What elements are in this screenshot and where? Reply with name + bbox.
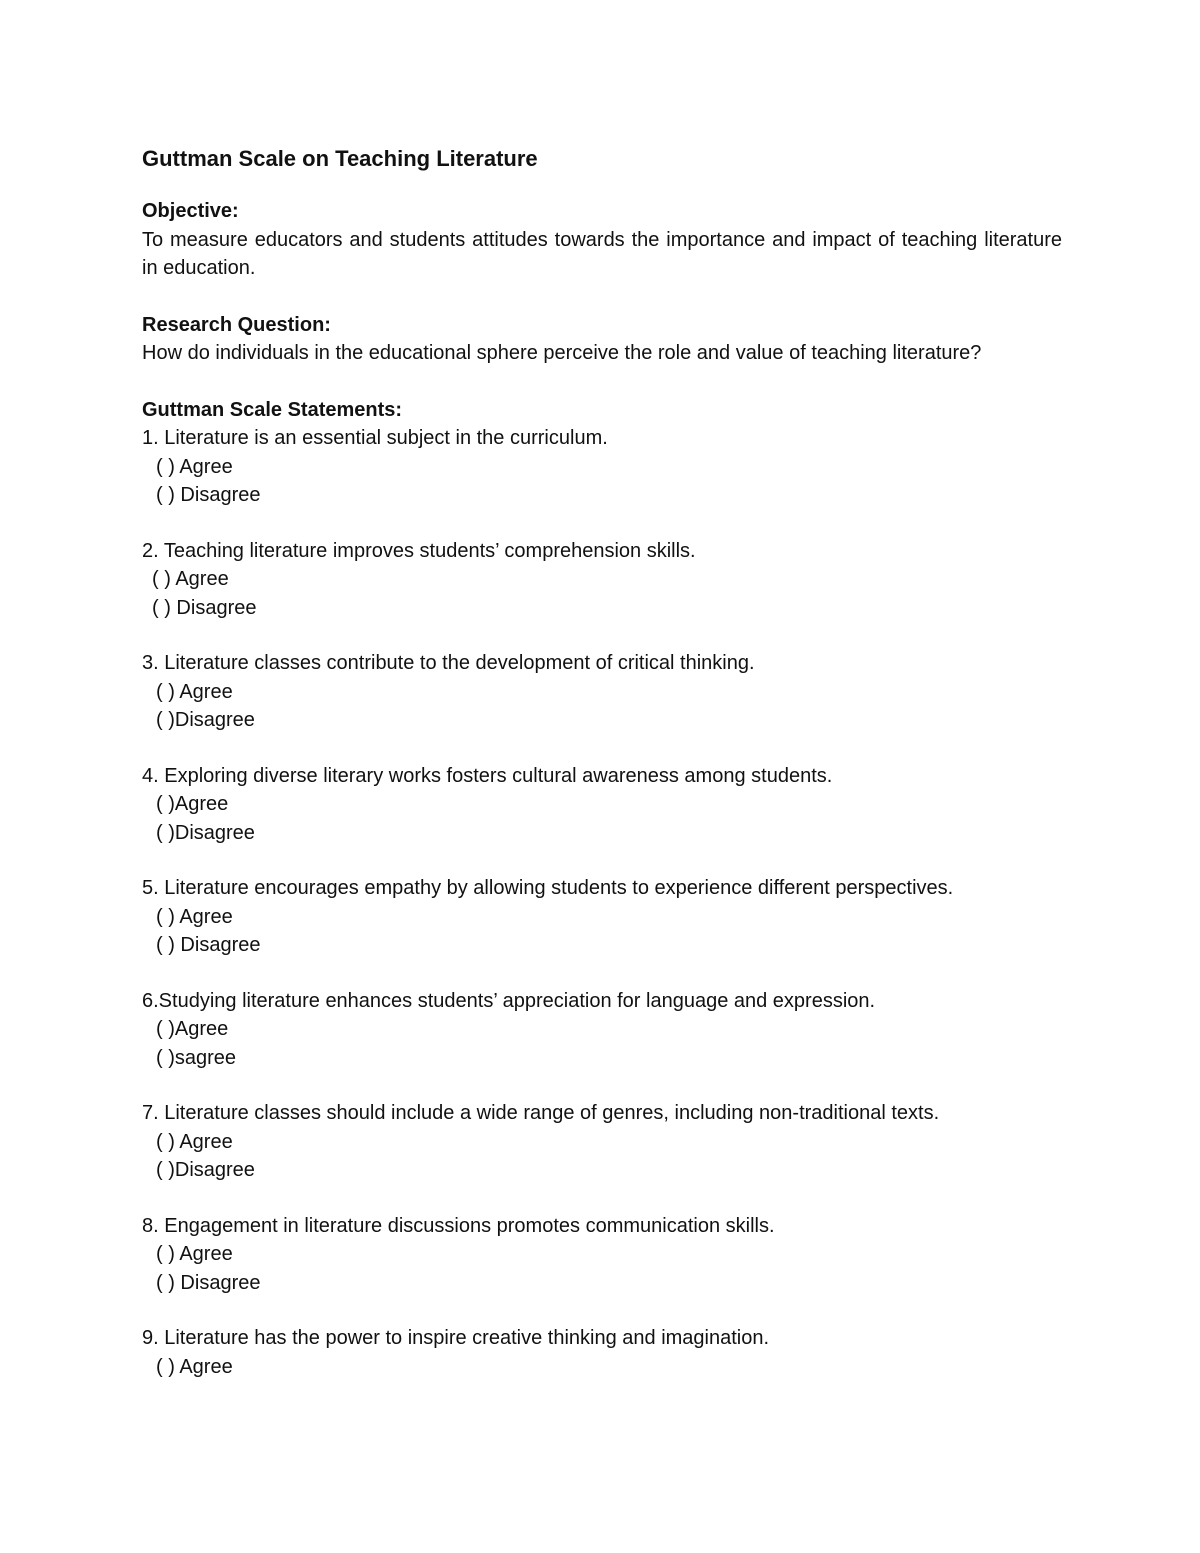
option-agree[interactable]: ( )Agree <box>156 1018 229 1040</box>
option-agree[interactable]: ( ) Agree <box>152 568 229 590</box>
option-agree[interactable]: ( ) Agree <box>156 1130 233 1153</box>
option-disagree[interactable]: ( ) Disagree <box>156 484 261 506</box>
option-disagree[interactable]: ( ) Disagree <box>156 934 261 956</box>
statement-item-8 <box>142 1212 1062 1298</box>
statement-item-3 <box>142 649 1062 735</box>
option-agree[interactable]: ( )Agree <box>156 793 229 815</box>
statement-text: 6.Studying literature enhances students’ appreciation for language and expression. <box>142 989 876 1012</box>
option-disagree[interactable]: ( ) Disagree <box>152 596 257 619</box>
objective-label: Objective: <box>142 200 239 222</box>
statements-section <box>142 396 1062 1382</box>
option-agree[interactable]: ( ) Agree <box>156 1355 233 1378</box>
statement-text: 4. Exploring diverse literary works fosters cultural awareness among students. <box>142 764 833 787</box>
option-agree[interactable]: ( ) Agree <box>156 905 233 928</box>
research-question-text: How do individuals in the educational sphere perceive the role and value of teaching literature? <box>142 342 982 364</box>
objective-text: To measure educators and students attitudes towards the importance and impact of teaching literature in education. <box>142 228 1062 279</box>
statement-item-5 <box>142 874 1062 960</box>
statement-item-1 <box>142 424 1062 510</box>
option-disagree[interactable]: ( )Disagree <box>156 709 255 731</box>
statement-item-6 <box>142 987 1062 1073</box>
option-disagree[interactable]: ( )Disagree <box>156 821 255 844</box>
statement-item-4 <box>142 762 1062 848</box>
statement-text: 8. Engagement in literature discussions promotes communication skills. <box>142 1214 775 1237</box>
research-question-label: Research Question: <box>142 313 331 336</box>
option-agree[interactable]: ( ) Agree <box>156 1243 233 1265</box>
statement-item-9 <box>142 1324 1062 1381</box>
statement-text: 1. Literature is an essential subject in the curriculum. <box>142 427 608 449</box>
statement-text: 2. Teaching literature improves students’ comprehension skills. <box>142 539 696 562</box>
statements-label: Guttman Scale Statements: <box>142 398 403 421</box>
option-disagree[interactable]: ( )Disagree <box>156 1159 255 1181</box>
research-question-section <box>142 311 1062 368</box>
statement-text: 3. Literature classes contribute to the development of critical thinking. <box>142 652 755 674</box>
objective-section <box>142 197 1062 283</box>
option-agree[interactable]: ( ) Agree <box>156 680 233 703</box>
statement-text: 5. Literature encourages empathy by allowing students to experience different perspectives. <box>142 877 954 899</box>
statement-item-2 <box>142 537 1062 623</box>
document-title: Guttman Scale on Teaching Literature <box>142 146 538 171</box>
statement-text: 7. Literature classes should include a wide range of genres, including non-traditional texts. <box>142 1102 940 1124</box>
option-disagree[interactable]: ( ) Disagree <box>156 1271 261 1294</box>
option-agree[interactable]: ( ) Agree <box>156 455 233 478</box>
statement-text: 9. Literature has the power to inspire creative thinking and imagination. <box>142 1327 770 1349</box>
statement-item-7 <box>142 1099 1062 1185</box>
option-disagree[interactable]: ( )sagree <box>156 1046 237 1069</box>
document-content <box>142 143 1062 1408</box>
